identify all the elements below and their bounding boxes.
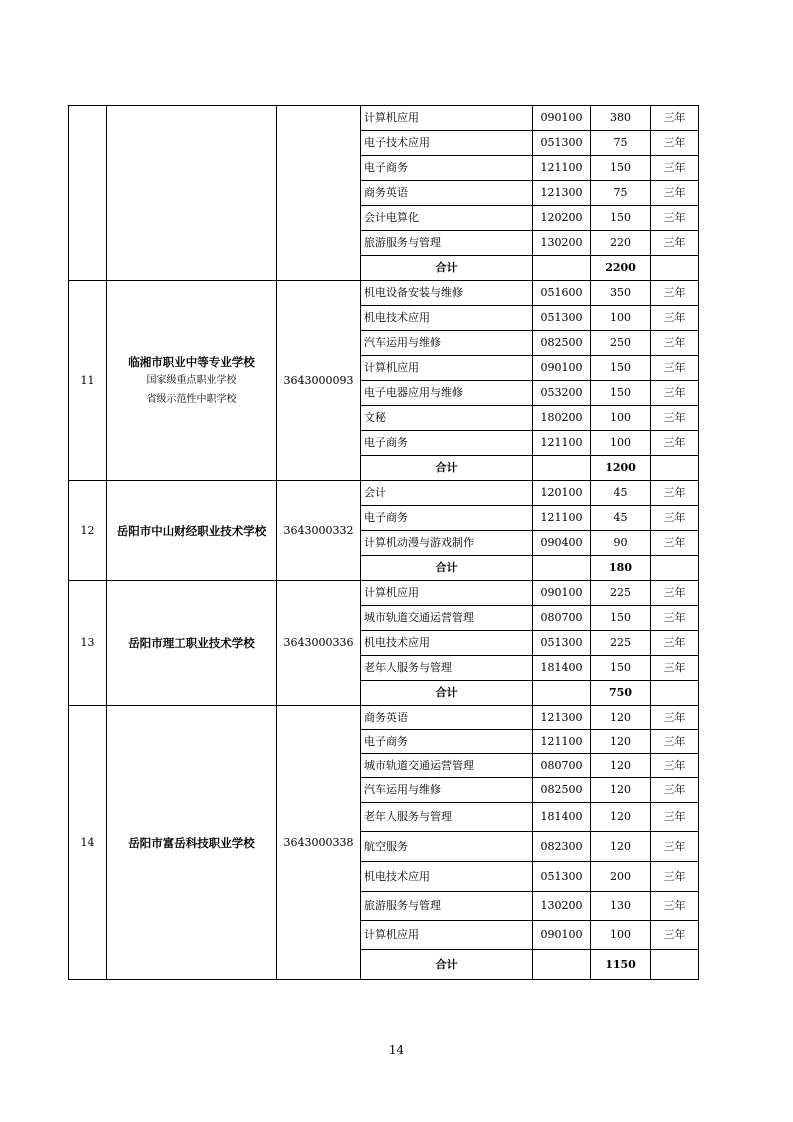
enrollment-count: 130 <box>591 892 651 921</box>
major-code: 090100 <box>533 356 591 381</box>
study-duration: 三年 <box>651 106 699 131</box>
total-label: 合计 <box>361 456 533 481</box>
study-duration: 三年 <box>651 331 699 356</box>
major-name: 汽车运用与维修 <box>361 331 533 356</box>
school-code: 3643000332 <box>277 481 361 581</box>
major-code: 090100 <box>533 581 591 606</box>
school-name: 岳阳市富岳科技职业学校 <box>128 835 255 850</box>
major-name: 城市轨道交通运营管理 <box>361 754 533 778</box>
study-duration: 三年 <box>651 206 699 231</box>
total-empty <box>651 256 699 281</box>
enrollment-table <box>68 105 699 980</box>
study-duration: 三年 <box>651 581 699 606</box>
total-empty <box>533 256 591 281</box>
enrollment-count: 120 <box>591 803 651 832</box>
major-code: 130200 <box>533 892 591 921</box>
study-duration: 三年 <box>651 381 699 406</box>
enrollment-count: 45 <box>591 481 651 506</box>
major-name: 计算机应用 <box>361 356 533 381</box>
study-duration: 三年 <box>651 832 699 862</box>
total-label: 合计 <box>361 950 533 980</box>
study-duration: 三年 <box>651 803 699 832</box>
major-code: 082500 <box>533 331 591 356</box>
study-duration: 三年 <box>651 892 699 921</box>
total-count: 750 <box>591 681 651 706</box>
major-name: 计算机应用 <box>361 106 533 131</box>
study-duration: 三年 <box>651 281 699 306</box>
enrollment-count: 250 <box>591 331 651 356</box>
major-code: 090400 <box>533 531 591 556</box>
school-name: 临湘市职业中等专业学校 <box>128 354 255 369</box>
major-code: 051300 <box>533 862 591 892</box>
major-name: 汽车运用与维修 <box>361 778 533 803</box>
enrollment-count: 120 <box>591 832 651 862</box>
total-empty <box>651 456 699 481</box>
study-duration: 三年 <box>651 231 699 256</box>
major-name: 老年人服务与管理 <box>361 803 533 832</box>
total-empty <box>651 681 699 706</box>
school-name: 岳阳市理工职业技术学校 <box>128 636 255 650</box>
major-code: 120100 <box>533 481 591 506</box>
major-code: 080700 <box>533 754 591 778</box>
enrollment-count: 120 <box>591 706 651 730</box>
major-code: 051600 <box>533 281 591 306</box>
major-name: 机电技术应用 <box>361 306 533 331</box>
major-name: 电子技术应用 <box>361 131 533 156</box>
table-body <box>69 106 699 980</box>
school-cell <box>107 281 277 481</box>
enrollment-count: 45 <box>591 506 651 531</box>
major-code: 121300 <box>533 706 591 730</box>
major-code: 121100 <box>533 431 591 456</box>
page-number: 14 <box>388 1043 405 1057</box>
major-code: 051300 <box>533 631 591 656</box>
total-label: 合计 <box>361 681 533 706</box>
major-code: 080700 <box>533 606 591 631</box>
major-name: 计算机动漫与游戏制作 <box>361 531 533 556</box>
study-duration: 三年 <box>651 356 699 381</box>
total-empty <box>533 950 591 980</box>
school-index: 11 <box>69 281 107 481</box>
study-duration: 三年 <box>651 754 699 778</box>
school-index <box>69 106 107 281</box>
study-duration: 三年 <box>651 406 699 431</box>
enrollment-count: 225 <box>591 631 651 656</box>
enrollment-count: 100 <box>591 406 651 431</box>
enrollment-count: 75 <box>591 131 651 156</box>
study-duration: 三年 <box>651 730 699 754</box>
enrollment-count: 150 <box>591 156 651 181</box>
major-name: 电子商务 <box>361 156 533 181</box>
major-name: 电子电器应用与维修 <box>361 381 533 406</box>
total-label: 合计 <box>361 256 533 281</box>
major-name: 商务英语 <box>361 706 533 730</box>
study-duration: 三年 <box>651 306 699 331</box>
school-code: 3643000093 <box>277 281 361 481</box>
total-empty <box>533 681 591 706</box>
major-name: 文秘 <box>361 406 533 431</box>
major-name: 商务英语 <box>361 181 533 206</box>
school-cell <box>107 106 277 281</box>
enrollment-count: 90 <box>591 531 651 556</box>
major-name: 计算机应用 <box>361 921 533 950</box>
major-code: 090100 <box>533 921 591 950</box>
major-name: 航空服务 <box>361 832 533 862</box>
enrollment-count: 120 <box>591 754 651 778</box>
total-empty <box>651 556 699 581</box>
enrollment-count: 225 <box>591 581 651 606</box>
enrollment-count: 150 <box>591 206 651 231</box>
school-code: 3643000336 <box>277 581 361 706</box>
study-duration: 三年 <box>651 431 699 456</box>
enrollment-count: 75 <box>591 181 651 206</box>
enrollment-count: 150 <box>591 381 651 406</box>
table-row <box>69 581 699 606</box>
study-duration: 三年 <box>651 862 699 892</box>
total-count: 1200 <box>591 456 651 481</box>
school-cell <box>107 481 277 581</box>
major-code: 180200 <box>533 406 591 431</box>
study-duration: 三年 <box>651 181 699 206</box>
study-duration: 三年 <box>651 921 699 950</box>
school-cell <box>107 581 277 706</box>
major-code: 181400 <box>533 803 591 832</box>
enrollment-count: 100 <box>591 921 651 950</box>
study-duration: 三年 <box>651 156 699 181</box>
school-note: 国家级重点职业学校 <box>146 374 237 386</box>
total-count: 1150 <box>591 950 651 980</box>
enrollment-count: 200 <box>591 862 651 892</box>
school-index: 12 <box>69 481 107 581</box>
study-duration: 三年 <box>651 706 699 730</box>
school-index: 13 <box>69 581 107 706</box>
major-code: 121100 <box>533 156 591 181</box>
major-name: 电子商务 <box>361 730 533 754</box>
major-name: 机电技术应用 <box>361 862 533 892</box>
major-code: 051300 <box>533 131 591 156</box>
major-code: 051300 <box>533 306 591 331</box>
table-row <box>69 481 699 506</box>
major-code: 082500 <box>533 778 591 803</box>
major-code: 121300 <box>533 181 591 206</box>
enrollment-count: 120 <box>591 778 651 803</box>
major-name: 旅游服务与管理 <box>361 892 533 921</box>
major-name: 电子商务 <box>361 431 533 456</box>
total-empty <box>651 950 699 980</box>
major-code: 121100 <box>533 730 591 754</box>
major-name: 电子商务 <box>361 506 533 531</box>
enrollment-count: 220 <box>591 231 651 256</box>
major-name: 机电技术应用 <box>361 631 533 656</box>
major-name: 旅游服务与管理 <box>361 231 533 256</box>
enrollment-count: 380 <box>591 106 651 131</box>
enrollment-count: 350 <box>591 281 651 306</box>
table-row <box>69 106 699 131</box>
major-name: 机电设备安装与维修 <box>361 281 533 306</box>
total-empty <box>533 456 591 481</box>
study-duration: 三年 <box>651 631 699 656</box>
school-code <box>277 106 361 281</box>
major-code: 130200 <box>533 231 591 256</box>
total-count: 180 <box>591 556 651 581</box>
enrollment-count: 150 <box>591 356 651 381</box>
major-code: 053200 <box>533 381 591 406</box>
school-name: 岳阳市中山财经职业技术学校 <box>116 523 267 538</box>
school-note: 省级示范性中职学校 <box>146 393 237 405</box>
major-name: 会计 <box>361 481 533 506</box>
study-duration: 三年 <box>651 131 699 156</box>
enrollment-count: 150 <box>591 606 651 631</box>
study-duration: 三年 <box>651 656 699 681</box>
study-duration: 三年 <box>651 531 699 556</box>
major-name: 城市轨道交通运营管理 <box>361 606 533 631</box>
study-duration: 三年 <box>651 778 699 803</box>
major-code: 120200 <box>533 206 591 231</box>
study-duration: 三年 <box>651 481 699 506</box>
major-code: 090100 <box>533 106 591 131</box>
study-duration: 三年 <box>651 506 699 531</box>
major-code: 121100 <box>533 506 591 531</box>
school-cell <box>107 706 277 980</box>
enrollment-count: 100 <box>591 306 651 331</box>
enrollment-count: 120 <box>591 730 651 754</box>
school-index: 14 <box>69 706 107 980</box>
enrollment-count: 100 <box>591 431 651 456</box>
total-label: 合计 <box>361 556 533 581</box>
major-name: 会计电算化 <box>361 206 533 231</box>
major-name: 老年人服务与管理 <box>361 656 533 681</box>
study-duration: 三年 <box>651 606 699 631</box>
major-code: 082300 <box>533 832 591 862</box>
school-code: 3643000338 <box>277 706 361 980</box>
major-code: 181400 <box>533 656 591 681</box>
table-row <box>69 281 699 306</box>
total-empty <box>533 556 591 581</box>
major-name: 计算机应用 <box>361 581 533 606</box>
table-row <box>69 706 699 730</box>
total-count: 2200 <box>591 256 651 281</box>
enrollment-count: 150 <box>591 656 651 681</box>
